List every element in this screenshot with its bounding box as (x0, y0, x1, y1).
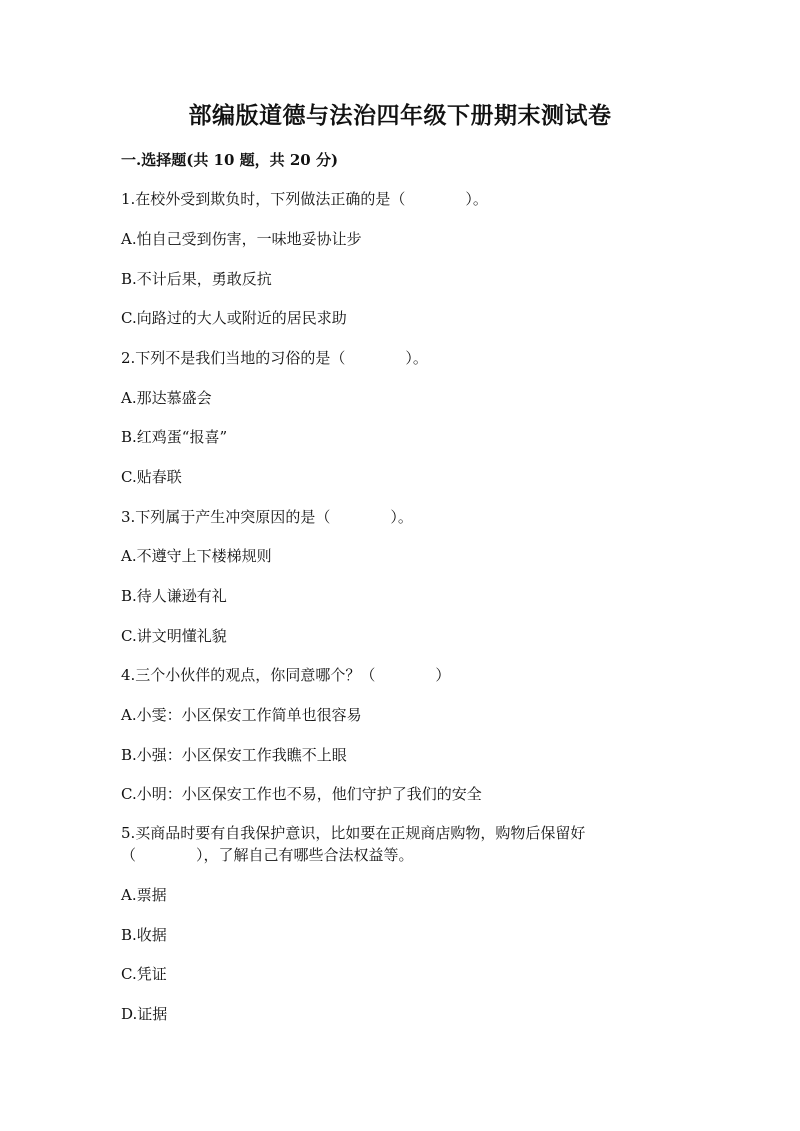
question-3-option-b: B.待人谦逊有礼 (121, 587, 227, 605)
question-1-option-b: B.不计后果，勇敢反抗 (121, 270, 272, 288)
question-5-option-c: C.凭证 (121, 965, 167, 983)
question-4-stem: 4.三个小伙伴的观点，你同意哪个？（ ） (121, 666, 451, 684)
question-5-option-d: D.证据 (121, 1005, 168, 1023)
question-3-option-a: A.不遵守上下楼梯规则 (121, 547, 272, 565)
question-5-option-b: B.收据 (121, 926, 167, 944)
question-5-option-a: A.票据 (121, 886, 167, 904)
question-4-option-b: B.小强：小区保安工作我瞧不上眼 (121, 746, 347, 764)
question-4-option-a: A.小雯：小区保安工作简单也很容易 (121, 706, 362, 724)
section-heading: 一.选择题(共 10 题，共 20 分) (121, 151, 339, 169)
question-4-option-c: C.小明：小区保安工作也不易，他们守护了我们的安全 (121, 785, 482, 803)
exam-title: 部编版道德与法治四年级下册期末测试卷 (188, 102, 612, 129)
question-3-stem: 3.下列属于产生冲突原因的是（ ）。 (121, 508, 413, 526)
question-2-option-b: B.红鸡蛋“报喜” (121, 428, 228, 446)
question-2-stem: 2.下列不是我们当地的习俗的是（ ）。 (121, 349, 428, 367)
question-2-option-c: C.贴春联 (121, 468, 182, 486)
question-1-option-a: A.怕自己受到伤害，一味地妥协让步 (121, 230, 362, 248)
question-3-option-c: C.讲文明懂礼貌 (121, 627, 227, 645)
question-1-option-c: C.向路过的大人或附近的居民求助 (121, 309, 347, 327)
question-5-stem: 5.买商品时要有自我保护意识，比如要在正规商店购物，购物后保留好（ ），了解自己有哪些合法权益等。 (121, 824, 586, 864)
question-2-option-a: A.那达慕盛会 (121, 389, 212, 407)
question-1-stem: 1.在校外受到欺负时，下列做法正确的是（ ）。 (121, 190, 488, 208)
